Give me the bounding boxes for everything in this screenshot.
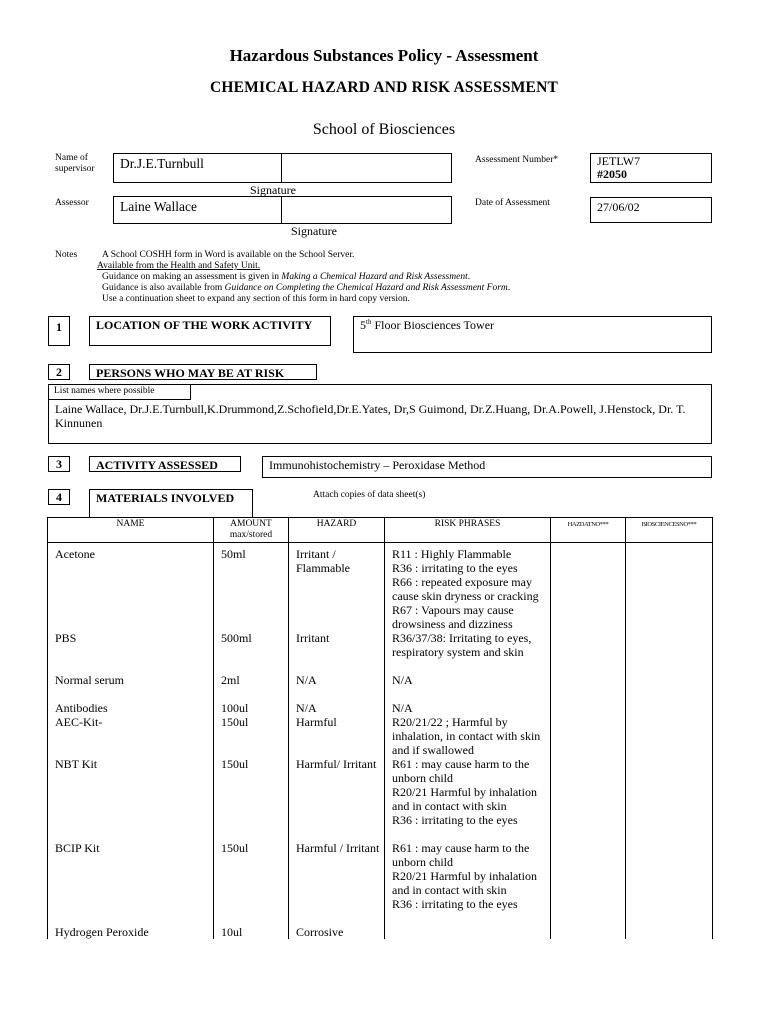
material-biosci-no <box>626 543 713 632</box>
location-value: 5th Floor Biosciences Tower <box>360 318 495 332</box>
assessment-number-label: Assessment Number* <box>475 155 559 165</box>
material-name: Normal serum <box>48 673 214 701</box>
date-field[interactable] <box>590 197 712 223</box>
material-hazdat-no <box>551 701 626 715</box>
material-biosci-no <box>626 701 713 715</box>
assessor-signature-label: Signature <box>291 224 337 238</box>
note-line-5: Use a continuation sheet to expand any section of this form in hard copy version. <box>102 294 410 304</box>
supervisor-signature-label: Signature <box>250 183 296 197</box>
material-name: Antibodies <box>48 701 214 715</box>
date-label: Date of Assessment <box>475 198 550 208</box>
material-biosci-no <box>626 715 713 757</box>
material-name: BCIP Kit <box>48 841 214 925</box>
supervisor-field[interactable] <box>113 153 282 183</box>
section-4-number: 4 <box>48 489 70 505</box>
material-amount: 150ul <box>214 841 289 925</box>
material-amount: 150ul <box>214 715 289 757</box>
material-name: AEC-Kit- <box>48 715 214 757</box>
supervisor-signature-field[interactable] <box>281 153 452 183</box>
material-risk-phrases <box>385 715 551 757</box>
material-name: PBS <box>48 631 214 673</box>
material-name: Hydrogen Peroxide <box>48 925 214 939</box>
section-4-title: MATERIALS INVOLVED <box>89 489 253 518</box>
material-row <box>48 757 713 841</box>
section-1-title: LOCATION OF THE WORK ACTIVITY <box>89 316 331 346</box>
material-hazard: Corrosive <box>289 925 385 939</box>
assessor-label: Assessor <box>55 198 89 208</box>
school-name: School of Biosciences <box>312 121 456 138</box>
material-row <box>48 701 713 715</box>
activity-value: Immunohistochemistry – Peroxidase Method <box>269 458 486 472</box>
risk-phrase: R61 : may cause harm to the unborn child <box>392 841 530 869</box>
col-risk-header: RISK PHRASES <box>385 518 551 543</box>
material-risk-phrases <box>385 925 551 939</box>
risk-phrase: R20/21 Harmful by inhalation and in contact with skin <box>392 869 537 897</box>
assessment-number-value: JETLW7 <box>597 154 641 168</box>
material-hazdat-no <box>551 757 626 841</box>
risk-phrase: R61 : may cause harm to the unborn child <box>392 757 530 785</box>
col-biosci-header: BIOSCIENCESNO*** <box>626 518 713 543</box>
material-biosci-no <box>626 841 713 925</box>
material-risk-phrases <box>385 543 551 632</box>
risk-phrase: R11 : Highly Flammable <box>392 547 512 561</box>
material-hazard: Harmful <box>289 715 385 757</box>
risk-phrase: R66 : repeated exposure may cause skin dryness or cracking <box>392 575 539 603</box>
material-hazdat-no <box>551 715 626 757</box>
col-amount-header: AMOUNT max/stored <box>214 518 289 543</box>
material-biosci-no <box>626 673 713 701</box>
material-risk-phrases <box>385 757 551 841</box>
material-hazard: Irritant <box>289 631 385 673</box>
material-biosci-no <box>626 925 713 939</box>
note-line-2[interactable]: Available from the Health and Safety Unit. <box>97 261 261 271</box>
risk-phrase: N/A <box>392 701 413 715</box>
material-hazard: Irritant / Flammable <box>289 543 385 632</box>
material-hazdat-no <box>551 841 626 925</box>
persons-value: Laine Wallace, Dr.J.E.Turnbull,K.Drummond,Z.Schofield,Dr.E.Yates, Dr,S Guimond, Dr.Z.Huang, Dr.A.Powell, J.Henstock, Dr. T. Kinnunen <box>55 402 686 430</box>
notes-block <box>97 250 697 305</box>
material-amount: 2ml <box>214 673 289 701</box>
section-1-number: 1 <box>48 316 70 346</box>
material-amount: 50ml <box>214 543 289 632</box>
material-hazdat-no <box>551 631 626 673</box>
section-3-number: 3 <box>48 456 70 472</box>
assessor-field[interactable] <box>113 196 282 224</box>
material-amount: 500ml <box>214 631 289 673</box>
assessor-value: Laine Wallace <box>120 199 197 214</box>
material-hazard: Harmful / Irritant <box>289 841 385 925</box>
materials-header-row <box>48 518 713 543</box>
material-hazard: N/A <box>289 701 385 715</box>
assessor-signature-field[interactable] <box>281 196 452 224</box>
material-amount: 100ul <box>214 701 289 715</box>
col-hazard-header: HAZARD <box>289 518 385 543</box>
risk-phrase: R36/37/38: Irritating to eyes, respiratory system and skin <box>392 631 532 659</box>
persons-at-risk-field[interactable] <box>48 384 712 444</box>
form-title: CHEMICAL HAZARD AND RISK ASSESSMENT <box>209 79 559 96</box>
persons-hint: List names where possible <box>48 384 191 400</box>
col-name-header: NAME <box>48 518 214 543</box>
material-row <box>48 715 713 757</box>
material-hazard: N/A <box>289 673 385 701</box>
risk-phrase: R36 : irritating to the eyes <box>392 813 518 827</box>
material-amount: 150ul <box>214 757 289 841</box>
material-row <box>48 673 713 701</box>
data-sheets-note: Attach copies of data sheet(s) <box>313 490 426 500</box>
risk-phrase: R20/21/22 ; Harmful by inhalation, in contact with skin and if swallowed <box>392 715 541 757</box>
material-name: Acetone <box>48 543 214 632</box>
material-risk-phrases <box>385 841 551 925</box>
risk-phrase: R20/21 Harmful by inhalation and in contact with skin <box>392 785 537 813</box>
note-line-1: A School COSHH form in Word is available on the School Server. <box>102 250 355 260</box>
material-row <box>48 543 713 632</box>
assessment-number-ref: #2050 <box>597 167 627 181</box>
material-row <box>48 841 713 925</box>
note-line-4: Guidance is also available from Guidance on Completing the Chemical Hazard and Risk Assessment Form. <box>102 283 511 293</box>
material-row <box>48 631 713 673</box>
supervisor-label: Name of supervisor <box>55 153 95 174</box>
risk-phrase: N/A <box>392 673 413 687</box>
material-biosci-no <box>626 631 713 673</box>
material-hazdat-no <box>551 673 626 701</box>
material-name: NBT Kit <box>48 757 214 841</box>
material-biosci-no <box>626 757 713 841</box>
date-value: 27/06/02 <box>597 200 640 214</box>
activity-field[interactable] <box>262 456 712 478</box>
materials-table <box>47 517 713 939</box>
section-2-number: 2 <box>48 364 70 380</box>
material-risk-phrases <box>385 631 551 673</box>
risk-phrase: R36 : irritating to the eyes <box>392 561 518 575</box>
col-hazdat-header: HAZDATNO*** <box>551 518 626 543</box>
supervisor-value: Dr.J.E.Turnbull <box>120 156 204 171</box>
risk-phrase: R36 : irritating to the eyes <box>392 897 518 911</box>
material-risk-phrases <box>385 673 551 701</box>
section-2-title: PERSONS WHO MAY BE AT RISK <box>89 364 317 380</box>
assessment-number-field[interactable] <box>590 153 712 183</box>
material-hazdat-no <box>551 543 626 632</box>
location-field[interactable] <box>353 316 712 353</box>
material-row <box>48 925 713 939</box>
material-hazdat-no <box>551 925 626 939</box>
note-line-3: Guidance on making an assessment is given in Making a Chemical Hazard and Risk Assessment. <box>102 272 471 282</box>
section-3-title: ACTIVITY ASSESSED <box>89 456 241 472</box>
page-title: Hazardous Substances Policy - Assessment <box>229 46 539 65</box>
material-amount: 10ul <box>214 925 289 939</box>
notes-label: Notes <box>55 250 78 260</box>
material-risk-phrases <box>385 701 551 715</box>
material-hazard: Harmful/ Irritant <box>289 757 385 841</box>
risk-phrase: R67 : Vapours may cause drowsiness and dizziness <box>392 603 514 631</box>
